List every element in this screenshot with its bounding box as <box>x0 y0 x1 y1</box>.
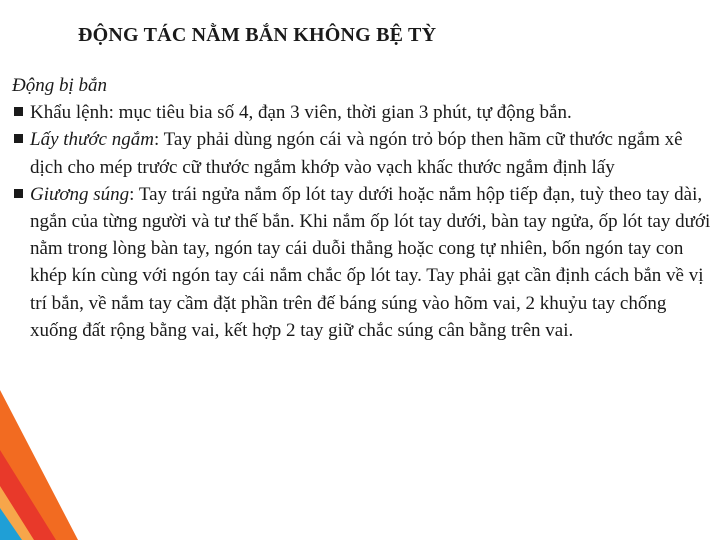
corner-decoration <box>0 390 90 540</box>
point-text: : Tay phải dùng ngón cái và ngón trỏ bóp then hãm cữ thước ngắm xê dịch cho mép trước cữ thước ngắm khớp vào vạch khấc thước ngắm định lấy <box>30 129 683 178</box>
square-bullet-icon <box>14 107 23 116</box>
slide-title: ĐỘNG TÁC NẰM BẮN KHÔNG BỆ TỲ <box>78 24 437 46</box>
bullet-list <box>12 99 712 344</box>
point-text: Khẩu lệnh: mục tiêu bia số 4, đạn 3 viên, thời gian 3 phút, tự động bắn. <box>30 102 572 124</box>
point-text: : Tay trái ngửa nắm ốp lót tay dưới hoặc nắm hộp tiếp đạn, tuỳ theo tay dài, ngắn của từng người và tư thế bắn. Khi nắm ốp lót tay dưới, bàn tay ngửa, ốp lót tay dưới nằm trong lòng bàn tay, ngón tay cái duỗi thẳng hoặc cong tự nhiên, bốn ngón tay con khép kín cùng với ngón tay cái nắm chắc ốp lót tay. Tay phải gạt cần định cách bắn về vị trí bắn, về nắm tay cầm đặt phần trên đế báng súng vào hõm vai, 2 khuỷu tay chống xuống đất rộng bằng vai, kết hợp 2 tay giữ chắc súng cân bằng trên vai. <box>30 183 711 341</box>
list-item <box>12 126 712 180</box>
point-label: Lấy thước ngắm <box>30 129 154 151</box>
square-bullet-icon <box>14 189 23 198</box>
list-item <box>12 99 712 126</box>
square-bullet-icon <box>14 134 23 143</box>
point-label: Giương súng <box>30 183 130 205</box>
list-item <box>12 181 712 344</box>
intro-line: Động bị bắn <box>12 75 107 96</box>
slide-content <box>12 72 712 344</box>
